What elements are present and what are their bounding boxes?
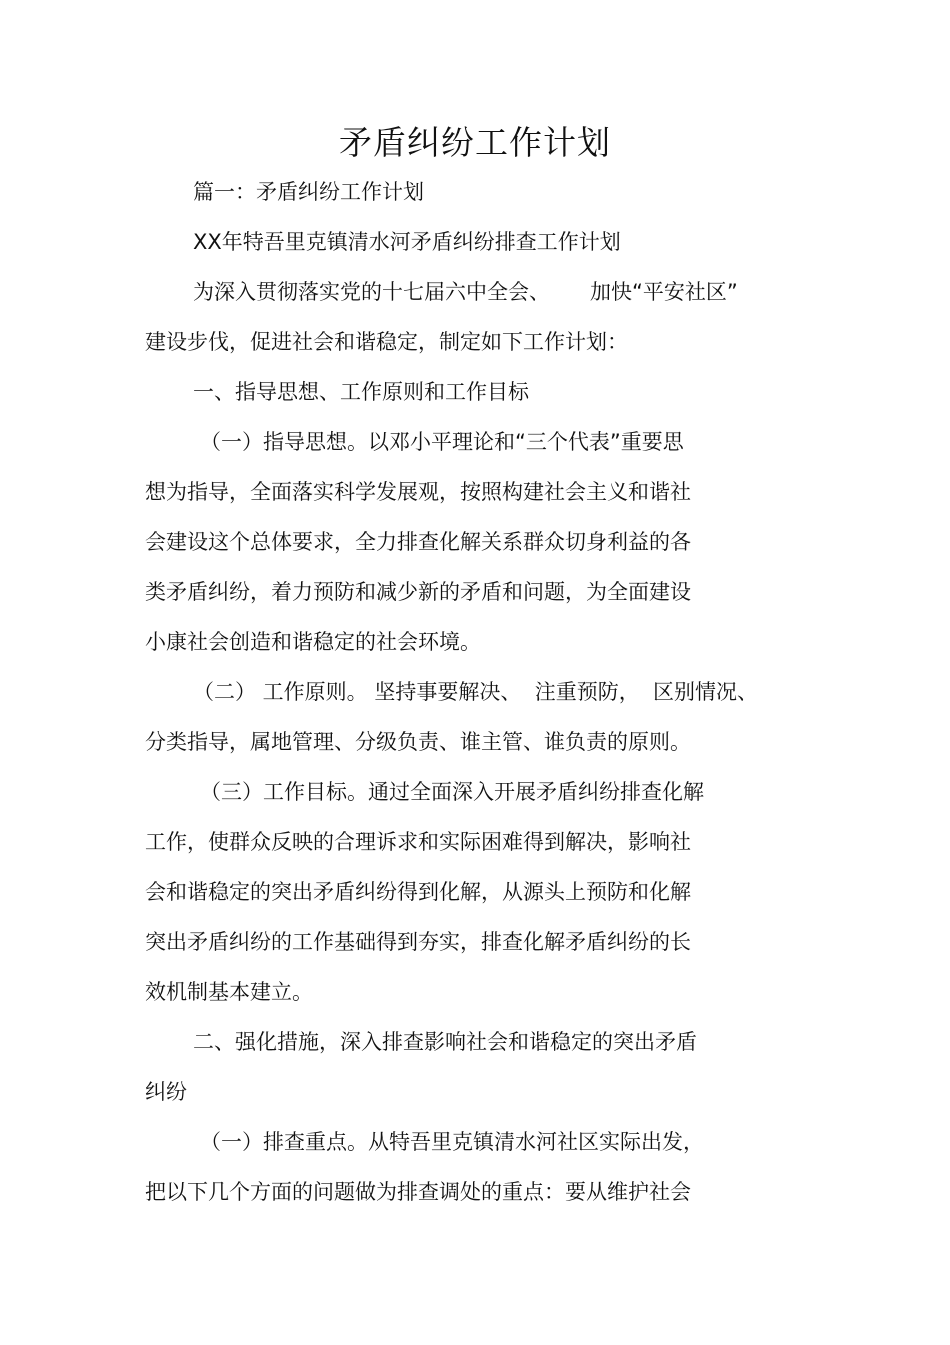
text-line: （一）排查重点。从特吾里克镇清水河社区实际出发， <box>200 1130 704 1154</box>
text-line: 会建设这个总体要求，全力排查化解关系群众切身利益的各 <box>145 530 691 554</box>
text-line: XX年特吾里克镇清水河矛盾纠纷排查工作计划 <box>193 230 621 254</box>
text-line: （三）工作目标。通过全面深入开展矛盾纠纷排查化解 <box>200 780 704 804</box>
text-line: 类矛盾纠纷，着力预防和减少新的矛盾和问题，为全面建设 <box>145 580 691 604</box>
text-line: 效机制基本建立。 <box>145 980 313 1004</box>
text-line: 分类指导，属地管理、分级负责、谁主管、谁负责的原则。 <box>145 730 691 754</box>
text-line: 工作，使群众反映的合理诉求和实际困难得到解决，影响社 <box>145 830 691 854</box>
text-line: 建设步伐，促进社会和谐稳定，制定如下工作计划： <box>145 330 628 354</box>
text-line: 突出矛盾纠纷的工作基础得到夯实，排查化解矛盾纠纷的长 <box>145 930 691 954</box>
text-line: （二） 工作原则。 坚持事要解决、 注重预防， 区别情况、 <box>193 680 759 704</box>
text-line: （一）指导思想。以邓小平理论和“三个代表”重要思 <box>200 430 684 454</box>
text-line: 纠纷 <box>145 1080 187 1104</box>
text-line: 篇一：矛盾纠纷工作计划 <box>193 180 424 204</box>
text-line: 想为指导，全面落实科学发展观，按照构建社会主义和谐社 <box>145 480 691 504</box>
text-line: 会和谐稳定的突出矛盾纠纷得到化解，从源头上预防和化解 <box>145 880 691 904</box>
section-heading: 二、强化措施，深入排查影响社会和谐稳定的突出矛盾 <box>193 1030 697 1054</box>
text-line: 为深入贯彻落实党的十七届六中全会、 加快“平安社区” <box>193 280 738 304</box>
text-line: 小康社会创造和谐稳定的社会环境。 <box>145 630 481 654</box>
text-line: 把以下几个方面的问题做为排查调处的重点：要从维护社会 <box>145 1180 691 1204</box>
document-title: 矛盾纠纷工作计划 <box>339 123 611 162</box>
section-heading: 一、指导思想、工作原则和工作目标 <box>193 380 529 404</box>
